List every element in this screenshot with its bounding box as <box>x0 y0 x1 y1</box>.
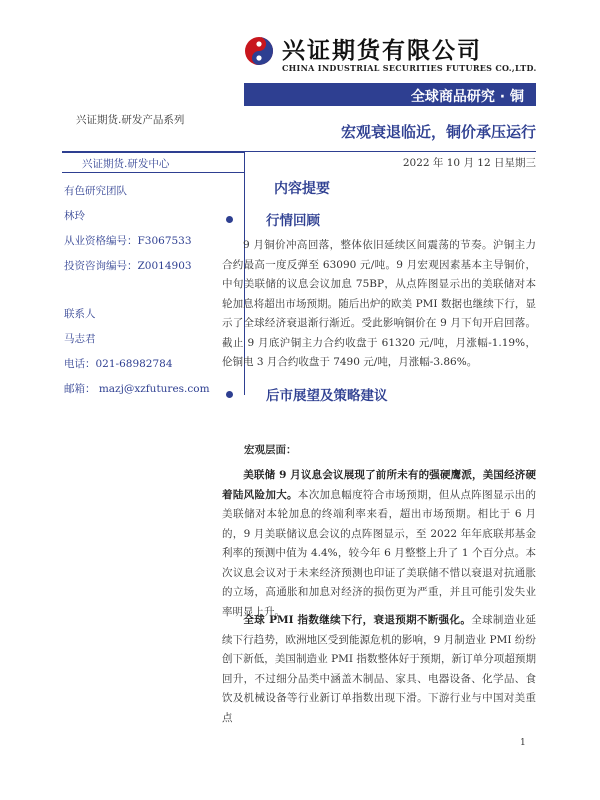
analyst-name: 林玲 <box>64 210 85 222</box>
research-banner <box>244 83 536 106</box>
header-divider-left <box>62 151 244 153</box>
fed-text: 本次加息幅度符合市场预期，但从点阵图显示出的美联储对本轮加息的终端利率来看，超出市场预期。相比于 6 月的，9 月美联储议息会议的点阵图显示，至 2022 年年底联邦基金利率的预测中值为 4.4%，较今年 6 月整整上升了 1 个百分点。本次议息会议对于未来经济预测也印证了美联储不惜以衰退对抗通胀的立场，高通胀和加息对经济的损伤更为严重，并且可能引发失业率明显上升。 <box>222 488 536 618</box>
bullet-icon <box>226 216 233 223</box>
research-team: 有色研究团队 <box>64 185 127 197</box>
qualification-number: 从业资格编号：F3067533 <box>64 235 192 247</box>
section-market-review: 行情回顾 <box>266 213 320 229</box>
section-outlook: 后市展望及策略建议 <box>266 388 388 404</box>
sidebar-divider <box>62 172 244 173</box>
fed-lead: 美联储 9 月议息会议展现了前所未有的强硬鹰派，美国经济硬着陆风险加大。 <box>222 469 536 501</box>
pmi-text: 全球制造业延续下行趋势，欧洲地区受到能源危机的影响，9 月制造业 PMI 纷纷创下新低，美国制造业 PMI 指数整体好于预期，新订单分项超预期回升，不过细分品类中涵盖木制品、家具、电器设备、化学品、食饮及机械设备等行业新订单指数出现下滑。下游行业与中国对美重点 <box>222 614 536 724</box>
macro-level-heading: 宏观层面： <box>244 444 297 456</box>
product-series: 兴证期货.研发产品系列 <box>76 114 185 126</box>
report-date: 2022 年 10 月 12 日星期三 <box>402 157 536 169</box>
banner-title: 全球商品研究 · 铜 <box>410 89 524 105</box>
contact-label: 联系人 <box>64 308 96 320</box>
fed-paragraph <box>222 466 536 622</box>
report-title: 宏观衰退临近，铜价承压运行 <box>340 123 536 141</box>
pmi-lead: 全球 PMI 指数继续下行，衰退预期不断强化。 <box>243 614 472 626</box>
market-review-text: 9 月铜价冲高回落，整体依旧延续区间震荡的节奏。沪铜主力合约最高一度反弹至 63090 元/吨。9 月宏观因素基本主导铜价，中旬美联储的议息会议加息 75BP，从点阵图显示出的美联储对本轮加息将超出市场预期。随后出炉的欧美 PMI 数据也继续下行，显示了全球经济衰退渐行渐近。受此影响铜价在 9 月下旬开启回落。截止 9 月底沪铜主力合约收盘于 61320 元/吨，月涨幅-1.19%，伦铜电 3 月合约收盘于 7490 元/吨，月涨幅-3.86%。 <box>222 239 536 368</box>
contact-email[interactable]: 邮箱： mazj@xzfutures.com <box>64 383 210 395</box>
page-number: 1 <box>520 738 526 748</box>
bullet-icon <box>226 391 233 398</box>
company-name-cn: 兴证期货有限公司 <box>282 38 482 64</box>
contact-phone: 电话：021-68982784 <box>64 358 173 370</box>
company-logo-icon <box>244 36 274 66</box>
content-summary-title: 内容提要 <box>274 181 330 197</box>
contact-name: 马志君 <box>64 333 96 345</box>
market-review-paragraph <box>222 236 536 373</box>
company-name-en: CHINA INDUSTRIAL SECURITIES FUTURES CO.,LTD. <box>282 63 537 73</box>
header-divider-right <box>244 151 536 152</box>
advisory-number: 投资咨询编号：Z0014903 <box>64 260 192 272</box>
pmi-paragraph <box>222 611 536 728</box>
research-center-name: 兴证期货.研发中心 <box>82 158 170 170</box>
